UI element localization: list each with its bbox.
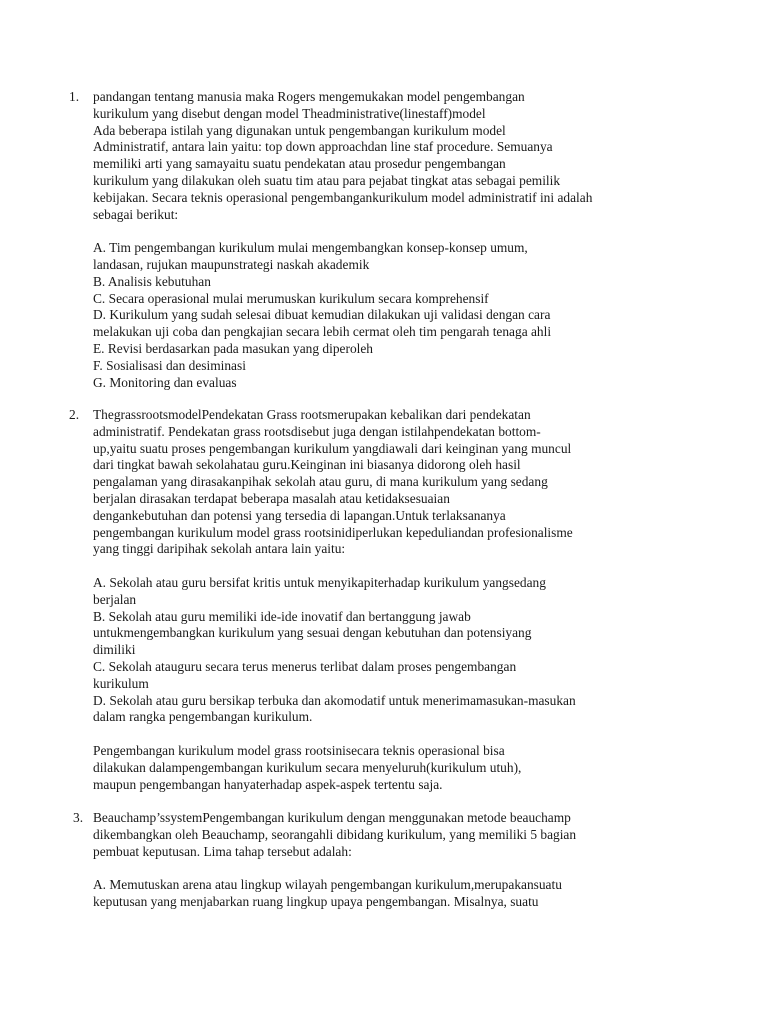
text-line: Ada beberapa istilah yang digunakan untuk pengembangan kurikulum model	[93, 122, 506, 138]
text-line: dimiliki	[93, 642, 136, 658]
text-line: pandangan tentang manusia maka Rogers mengemukakan model pengembangan	[93, 89, 525, 104]
text-line: landasan, rujukan maupunstrategi naskah akademik	[93, 256, 370, 272]
paragraph	[93, 407, 683, 558]
text-line: sebagai berikut:	[93, 206, 179, 222]
text-line: dikembangkan oleh Beauchamp, seorangahli dibidang kurikulum, yang memiliki 5 bagian	[93, 826, 577, 842]
text-line: E. Revisi berdasarkan pada masukan yang diperoleh	[93, 340, 373, 356]
text-line: A. Sekolah atau guru bersifat kritis untuk menyikapiterhadap kurikulum yangsedang	[93, 574, 546, 590]
paragraph	[93, 743, 683, 793]
text-line: B. Sekolah atau guru memiliki ide-ide inovatif dan bertanggung jawab	[93, 608, 471, 624]
text-line: pengembangan kurikulum model grass rootsinidiperlukan kepeduliandan profesionalisme	[93, 524, 573, 540]
text-line: berjalan	[93, 591, 137, 607]
text-line: B. Analisis kebutuhan	[93, 273, 211, 289]
text-line: kurikulum	[93, 675, 149, 691]
paragraph	[93, 89, 683, 223]
text-line: dengankebutuhan dan potensi yang tersedia di lapangan.Untuk terlaksananya	[93, 507, 506, 523]
text-line: Pengembangan kurikulum model grass rootsinisecara teknis operasional bisa	[93, 742, 505, 758]
text-line: yang tinggi daripihak sekolah antara lain yaitu:	[93, 541, 346, 557]
paragraph	[93, 575, 683, 726]
item-number: 1.	[69, 89, 80, 104]
text-line: dilakukan dalampengembangan kurikulum secara menyeluruh(kurikulum utuh),	[93, 759, 522, 775]
text-line: C. Sekolah atauguru secara terus menerus terlibat dalam proses pengembangan	[93, 658, 517, 674]
text-line: dari tingkat bawah sekolahatau guru.Keinginan ini biasanya didorong oleh hasil	[93, 457, 521, 473]
text-line: memiliki arti yang samayaitu suatu pendekatan atau prosedur pengembangan	[93, 156, 506, 172]
text-line: D. Kurikulum yang sudah selesai dibuat kemudian dilakukan uji validasi dengan cara	[93, 307, 551, 323]
text-line: kurikulum yang disebut dengan model Theadministrative(linestaff)model	[93, 105, 486, 121]
text-line: A. Memutuskan arena atau lingkup wilayah pengembangan kurikulum,merupakansuatu	[93, 877, 562, 893]
item-body	[93, 407, 683, 793]
text-line: ThegrassrootsmodelPendekatan Grass rootsmerupakan kebalikan dari pendekatan	[93, 407, 531, 422]
text-line: Administratif, antara lain yaitu: top down approachdan line staf procedure. Semuanya	[93, 139, 553, 155]
paragraph	[93, 810, 683, 860]
text-line: D. Sekolah atau guru bersikap terbuka dan akomodatif untuk menerimamasukan-masukan	[93, 692, 576, 708]
text-line: melakukan uji coba dan pengkajian secara lebih cermat oleh tim pengarah tenaga ahli	[93, 324, 552, 340]
text-line: up,yaitu suatu proses pengembangan kurikulum yangdiawali dari keinginan yang muncul	[93, 440, 572, 456]
text-line: C. Secara operasional mulai merumuskan kurikulum secara komprehensif	[93, 290, 489, 306]
item-body	[93, 810, 683, 911]
text-line: kebijakan. Secara teknis operasional pengembangankurikulum model administratif ini adalah	[93, 189, 593, 205]
text-line: G. Monitoring dan evaluas	[93, 374, 237, 390]
paragraph	[93, 240, 683, 391]
text-line: kurikulum yang dilakukan oleh suatu tim atau para pejabat tingkat atas sebagai pemilik	[93, 172, 561, 188]
text-line: untukmengembangkan kurikulum yang sesuai dengan kebutuhan dan potensiyang	[93, 625, 532, 641]
text-line: F. Sosialisasi dan desiminasi	[93, 357, 246, 373]
text-line: administratif. Pendekatan grass rootsdisebut juga dengan istilahpendekatan bottom-	[93, 423, 541, 439]
paragraph	[93, 877, 683, 911]
text-line: Beauchamp’ssystemPengembangan kurikulum dengan menggunakan metode beauchamp	[93, 810, 571, 825]
text-line: dalam rangka pengembangan kurikulum.	[93, 709, 313, 725]
text-line: berjalan dirasakan terdapat beberapa masalah atau ketidaksesuaian	[93, 490, 450, 506]
text-line: maupun pengembangan hanyaterhadap aspek-aspek tertentu saja.	[93, 776, 443, 792]
text-line: pengalaman yang dirasakanpihak sekolah atau guru, di mana kurikulum yang sedang	[93, 474, 548, 490]
item-body	[93, 89, 683, 391]
text-line: pembuat keputusan. Lima tahap tersebut adalah:	[93, 843, 352, 859]
item-number: 3.	[73, 810, 84, 825]
text-line: A. Tim pengembangan kurikulum mulai mengembangkan konsep-konsep umum,	[93, 240, 528, 256]
text-line: keputusan yang menjabarkan ruang lingkup upaya pengembangan. Misalnya, suatu	[93, 893, 539, 909]
item-number: 2.	[69, 407, 80, 422]
